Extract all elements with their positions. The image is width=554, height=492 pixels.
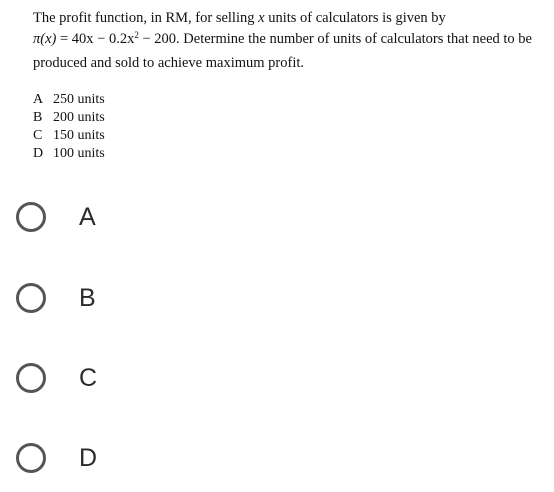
choice-letter: D xyxy=(33,146,44,161)
radio-button-d[interactable] xyxy=(16,443,46,473)
answer-label-a: A xyxy=(79,202,96,231)
answer-option-b[interactable] xyxy=(16,278,96,318)
choice-row-d xyxy=(33,145,105,163)
choice-text: 150 units xyxy=(53,128,105,143)
answer-option-a[interactable] xyxy=(16,197,96,237)
answer-label-c: C xyxy=(79,363,98,392)
choice-letter: B xyxy=(33,110,43,125)
radio-button-a[interactable] xyxy=(16,202,46,232)
question-choice-list xyxy=(33,91,105,163)
choice-row-c xyxy=(33,127,105,145)
question-line-2 xyxy=(33,30,532,48)
choice-row-b xyxy=(33,109,105,127)
radio-button-b[interactable] xyxy=(16,283,46,313)
answer-label-d: D xyxy=(79,443,98,472)
question-line-1 xyxy=(33,9,446,27)
question-line-3 xyxy=(33,54,304,72)
variable-x: x xyxy=(258,10,265,26)
profit-function-constant: − 200 xyxy=(138,31,177,47)
question-text: . Determine the number of units of calculators that need to be xyxy=(176,31,532,47)
choice-text: 200 units xyxy=(53,110,105,125)
choice-text: 100 units xyxy=(53,146,105,161)
question-text: produced and sold to achieve maximum profit. xyxy=(33,55,304,71)
choice-letter: C xyxy=(33,128,43,143)
profit-function-formula: = 40x − 0.2x xyxy=(56,31,135,47)
choice-letter: A xyxy=(33,92,44,107)
question-image xyxy=(0,0,554,170)
radio-button-c[interactable] xyxy=(16,363,46,393)
profit-function-label: π(x) xyxy=(33,31,57,47)
formula-exponent: 2 xyxy=(134,30,139,40)
choice-row-a xyxy=(33,91,105,109)
answer-label-b: B xyxy=(79,283,96,312)
answer-option-c[interactable] xyxy=(16,358,97,398)
question-text: units of calculators is given by xyxy=(264,10,446,26)
choice-text: 250 units xyxy=(53,92,105,107)
answer-option-d[interactable] xyxy=(16,438,97,478)
question-text: The profit function, in RM, for selling xyxy=(33,10,259,26)
